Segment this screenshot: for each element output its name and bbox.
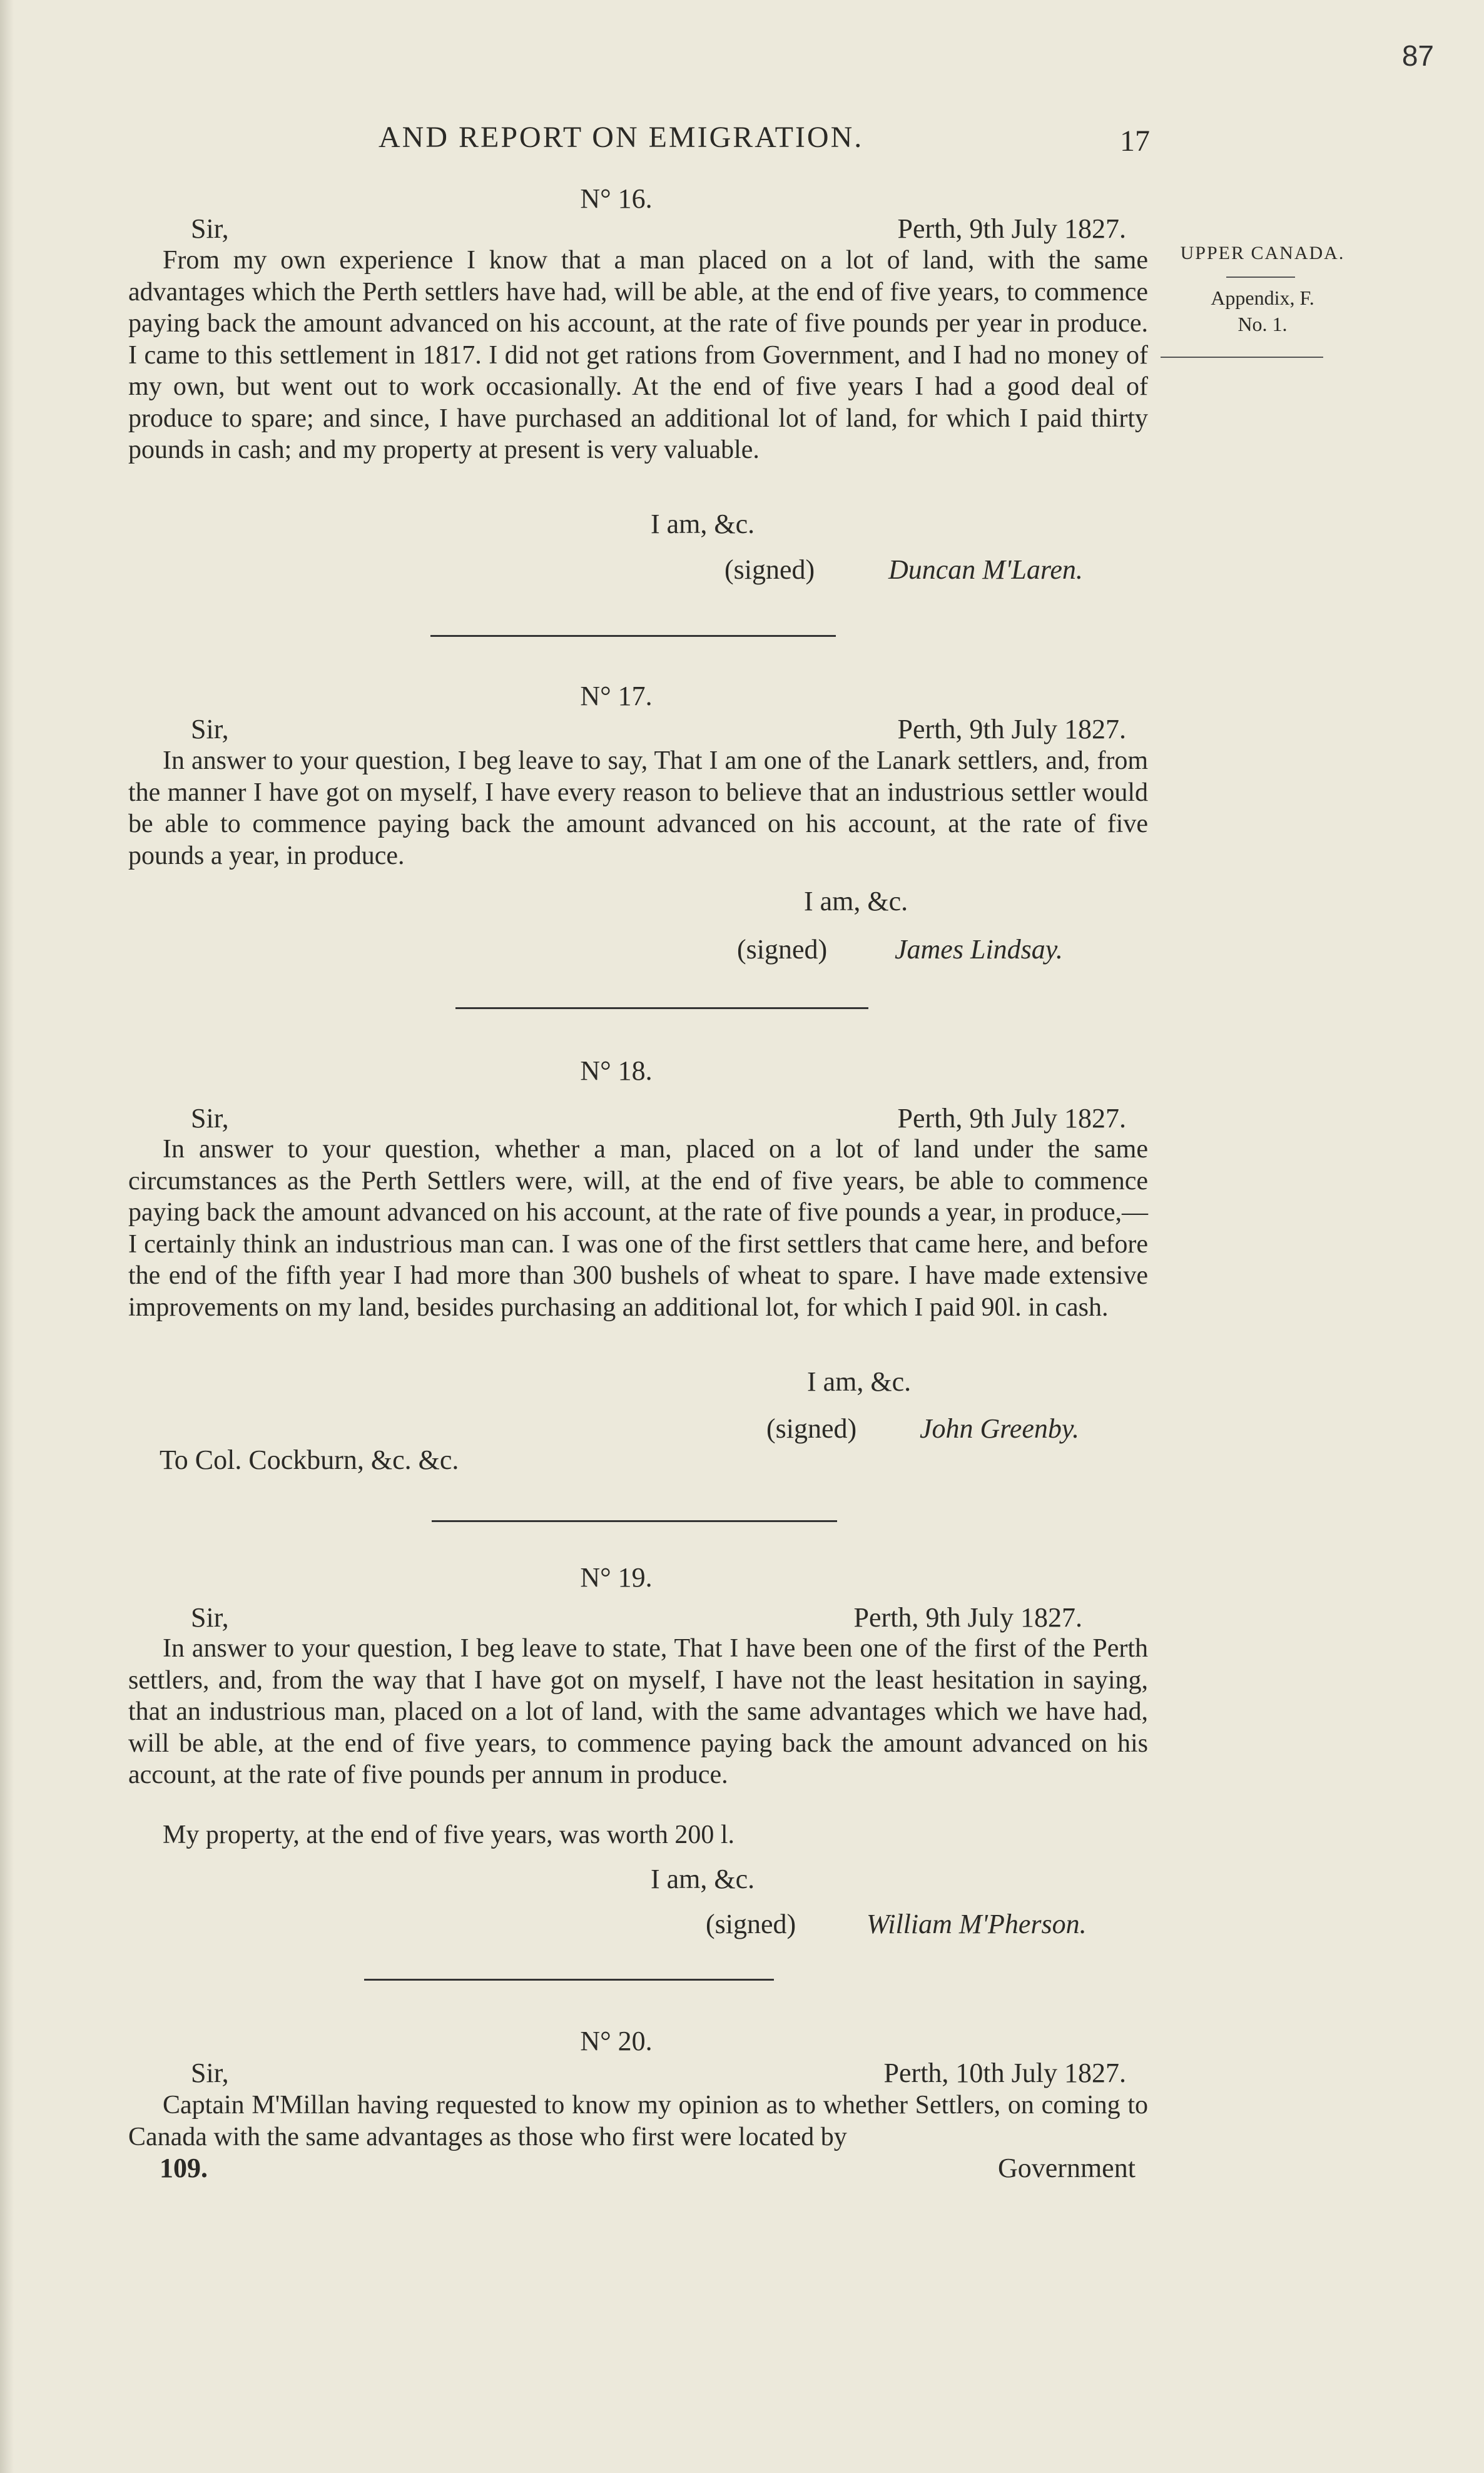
signed-label: (signed) bbox=[724, 554, 815, 585]
letter-body: From my own experience I know that a man placed on a lot of land, with the same advantages which the Perth settlers have had, will be able, at the end of five years, to commence paying back the amount advanced on his account, at the rate of five pounds per year in produce. I came to this settlement in 1817. I did not get rations from Government, and I had no money of my own, but went out to work occasionally. At the end of five years I had a good deal of produce to spare; and since, I have purchased an additional lot of land, for which I paid thirty pounds in cash; and my property at present is very valuable. bbox=[128, 246, 1148, 464]
running-head: AND REPORT ON EMIGRATION. bbox=[379, 121, 864, 154]
letter-date: Perth, 10th July 1827. bbox=[883, 2058, 1126, 2088]
letter-number: N° 16. bbox=[580, 183, 653, 214]
letter-closing: I am, &c. bbox=[804, 886, 908, 917]
letter-body: In answer to your question, I beg leave to say, That I am one of the Lanark settlers, and, from the manner I have got on myself, I have every reason to believe that an industrious settler would be able to commence paying back the amount advanced on his account, at the rate of five pounds a year, in produce. bbox=[128, 746, 1148, 870]
folio-number: 87 bbox=[1401, 39, 1434, 72]
signed-label: (signed) bbox=[706, 1909, 796, 1939]
section-rule bbox=[455, 1007, 868, 1009]
letter-addressee: To Col. Cockburn, &c. &c. bbox=[160, 1445, 459, 1475]
signed-label: (signed) bbox=[766, 1413, 857, 1444]
letter-body: Captain M'Millan having requested to know my opinion as to whether Settlers, on coming to Canada with the same advantages as those who first were located by bbox=[128, 2091, 1148, 2151]
letter-date: Perth, 9th July 1827. bbox=[897, 1103, 1126, 1134]
letter-salutation: Sir, bbox=[191, 714, 229, 744]
letter-number: N° 20. bbox=[580, 2026, 653, 2056]
margin-note-number: No. 1. bbox=[1238, 313, 1288, 335]
margin-note-region: UPPER CANADA. bbox=[1180, 243, 1345, 263]
letter-number: N° 17. bbox=[580, 681, 653, 711]
section-rule bbox=[364, 1979, 774, 1981]
letter-number: N° 18. bbox=[580, 1055, 653, 1086]
letter-salutation: Sir, bbox=[191, 213, 229, 244]
letter-postscript: My property, at the end of five years, was worth 200 l. bbox=[163, 1820, 735, 1849]
letter-date: Perth, 9th July 1827. bbox=[897, 213, 1126, 244]
letter-closing: I am, &c. bbox=[651, 1864, 755, 1894]
letter-date: Perth, 9th July 1827. bbox=[897, 714, 1126, 744]
signature-mark: 109. bbox=[160, 2153, 208, 2183]
letter-number: N° 19. bbox=[580, 1562, 653, 1593]
section-rule bbox=[430, 635, 836, 637]
letter-signer: John Greenby. bbox=[920, 1413, 1079, 1444]
section-rule bbox=[432, 1520, 837, 1522]
letter-signer: James Lindsay. bbox=[895, 934, 1063, 965]
catchword: Government bbox=[998, 2153, 1136, 2183]
letter-signer: Duncan M'Laren. bbox=[888, 554, 1083, 585]
letter-body: In answer to your question, I beg leave to state, That I have been one of the first of the Perth settlers, and, from the way that I have got on myself, I have not the least hesitation in saying, that an industrious man, placed on a lot of land, with the same advantages which we have had, will be able, at the end of five years, to commence paying back the amount advanced on his account, at the rate of five pounds per annum in produce. bbox=[128, 1634, 1148, 1789]
letter-salutation: Sir, bbox=[191, 1103, 229, 1134]
margin-note-divider bbox=[1161, 357, 1323, 358]
letter-closing: I am, &c. bbox=[807, 1366, 912, 1397]
letter-closing: I am, &c. bbox=[651, 509, 755, 539]
letter-signer: William M'Pherson. bbox=[867, 1909, 1087, 1939]
letter-body: In answer to your question, whether a man, placed on a lot of land under the same circumstances as the Perth Settlers were, will, at the end of five years, be able to commence paying back the amount advanced on his account, at the rate of five pounds a year, in produce,—I certainly think an industrious man can. I was one of the first settlers that came here, and before the end of the fifth year I had more than 300 bushels of wheat to spare. I have made extensive improvements on my land, besides purchasing an additional lot, for which I paid 90l. in cash. bbox=[128, 1135, 1148, 1322]
page-number: 17 bbox=[1120, 124, 1150, 158]
page-edge bbox=[0, 0, 14, 2473]
letter-salutation: Sir, bbox=[191, 2058, 229, 2088]
letter-salutation: Sir, bbox=[191, 1602, 229, 1633]
margin-note-rule bbox=[1226, 277, 1295, 278]
signed-label: (signed) bbox=[737, 934, 828, 965]
margin-note-appendix: Appendix, F. bbox=[1211, 287, 1314, 309]
letter-date: Perth, 9th July 1827. bbox=[853, 1602, 1082, 1633]
